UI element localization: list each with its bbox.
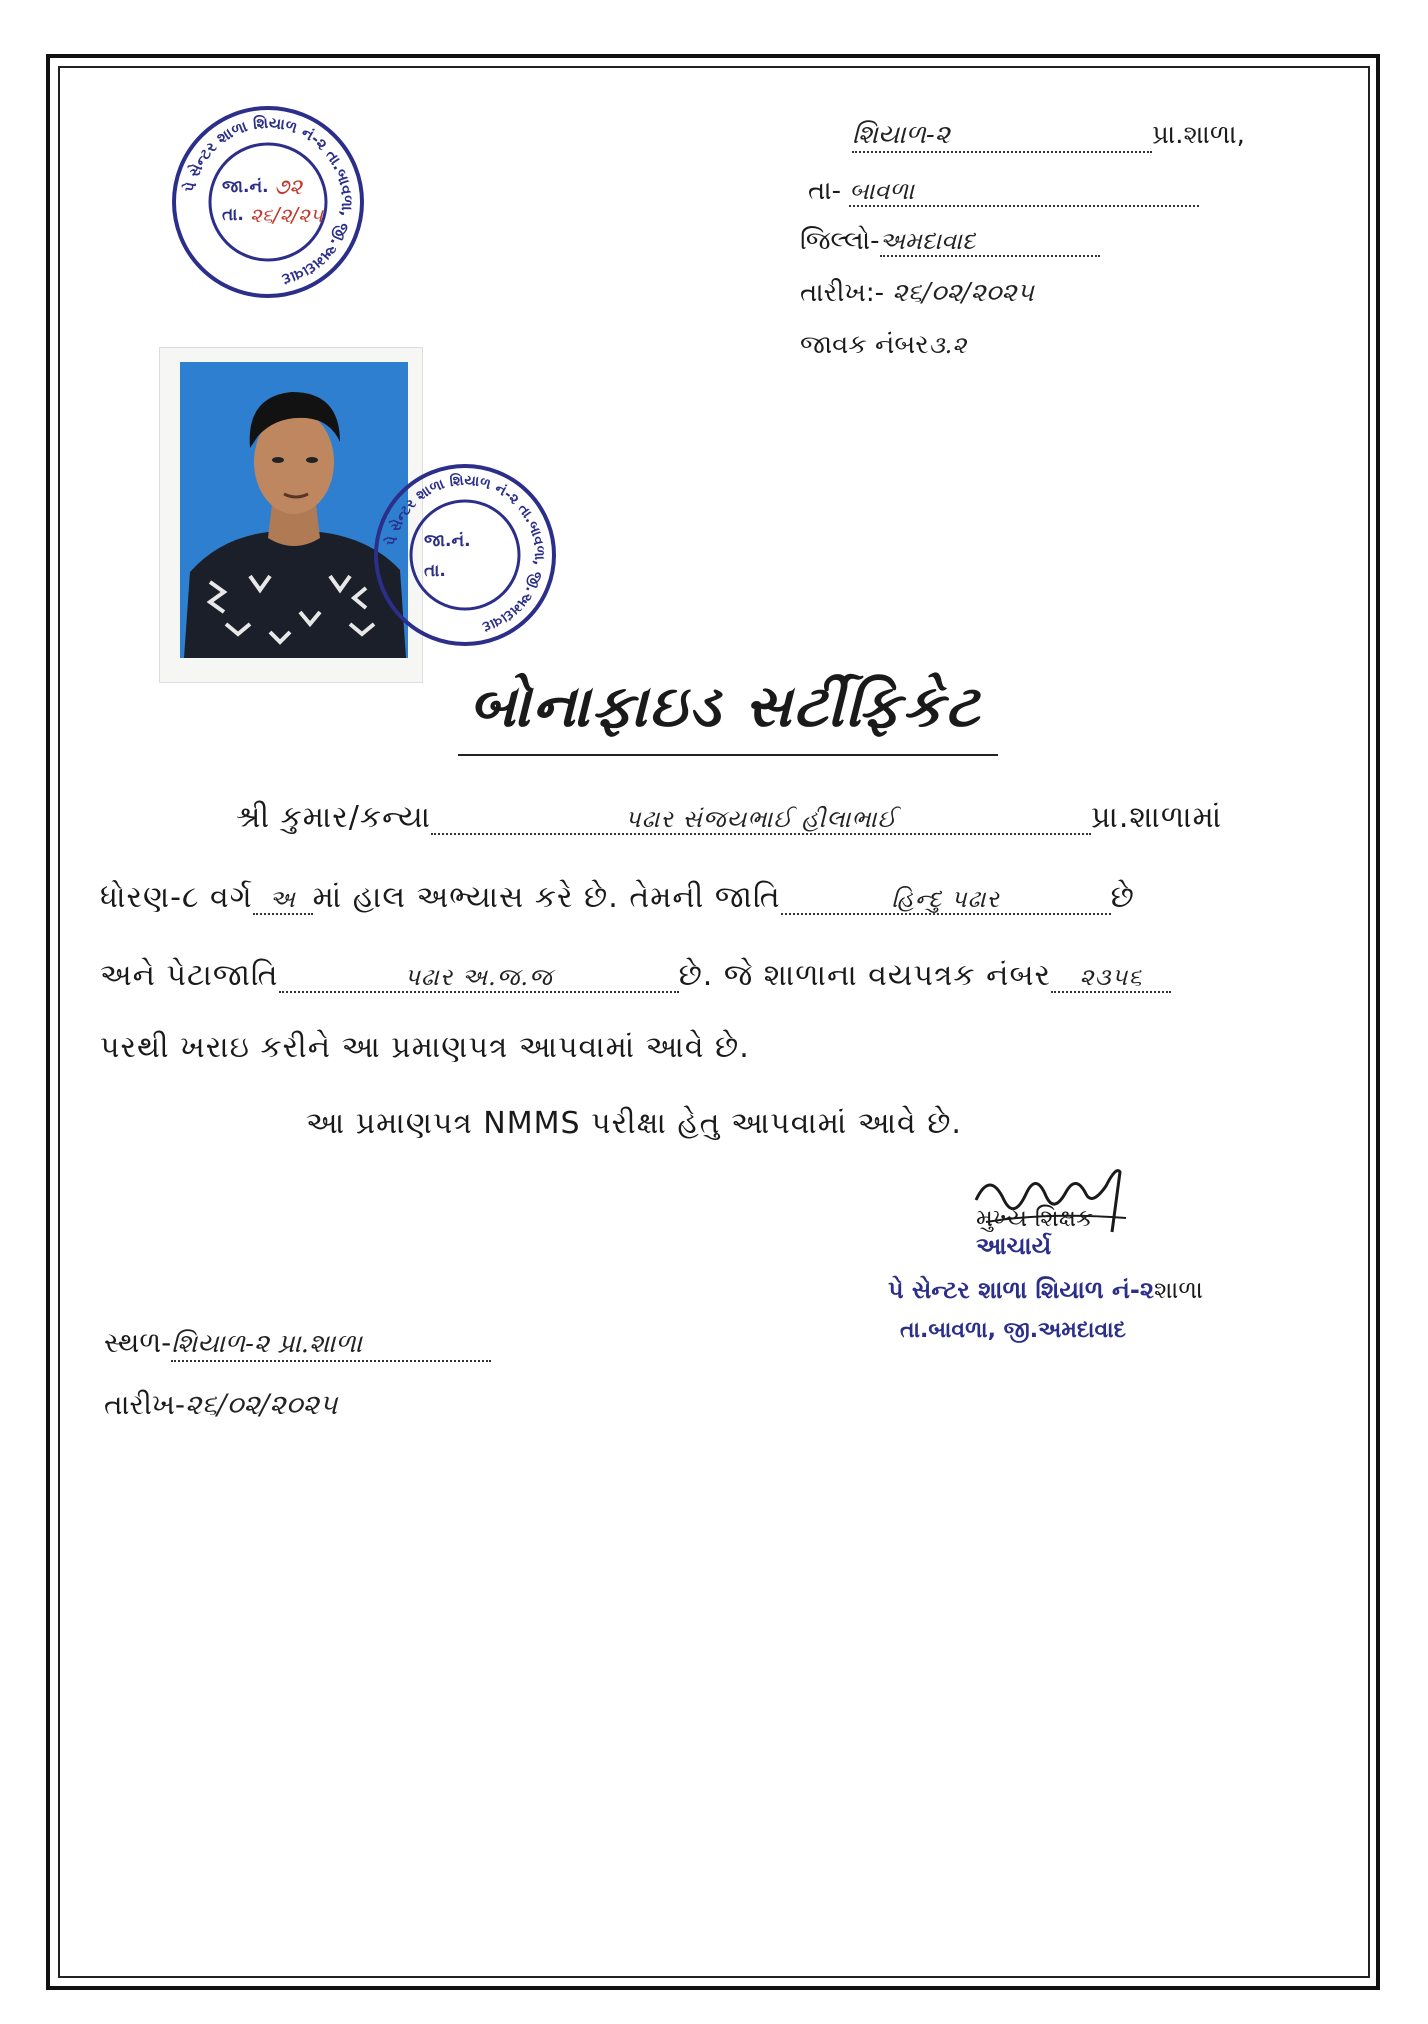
header-outward-label: જાવક નંબર: [800, 330, 929, 360]
svg-text:પે સેન્ટર શાળા શિયાળ નં-૨ તા.બ: [180, 114, 357, 289]
line1-suffix: પ્રા.શાળામાં: [1091, 800, 1223, 835]
header-date-value: ૨૬/૦૨/૨૦૨૫: [892, 278, 1034, 308]
header-district-line: [800, 226, 1100, 257]
school-stamp-photo: [372, 462, 558, 648]
line2-prefix: ધોરણ-૮ વર્ગ: [100, 880, 253, 915]
line3-prefix: અને પેટાજાતિ: [100, 958, 279, 993]
certificate-title: બોનાફાઇડ સર્ટીફિકેટ: [469, 672, 981, 740]
stamp-top-ring-text: પે સેન્ટર શાળા શિયાળ નં-૨ તા.બાવળા, જી.અમદાવાદ: [180, 113, 357, 289]
footer-date-label: તારીખ-: [104, 1388, 186, 1421]
signature-school-suffix: શાળા: [1153, 1276, 1203, 1304]
footer-place-value: શિયાળ-૨ પ્રા.શાળા: [171, 1329, 491, 1362]
header-school-name: શિયાળ-૨: [852, 120, 1152, 153]
footer-date-line: [104, 1388, 337, 1422]
footer-place-label: સ્થળ-: [104, 1326, 172, 1359]
stamp-photo-ring-text: પે સેન્ટર શાળા શિયાળ નં-૨ તા.બાવળા, જી.અમદાવાદ: [383, 472, 548, 635]
line2-mid: માં હાલ અભ્યાસ કરે છે. તેમની જાતિ: [312, 880, 781, 915]
register-value: ૨૩૫૬: [1051, 963, 1171, 993]
title-underline: [458, 754, 998, 756]
header-taluka-label: તા-: [808, 176, 841, 206]
header-taluka-line: [808, 176, 1199, 207]
stamp-top-jan-value: ૭૨: [274, 175, 303, 200]
signature-school-line: [888, 1276, 1203, 1304]
footer-place-line: [104, 1326, 491, 1362]
header-district-label: જિલ્લો-: [800, 226, 880, 256]
caste-value: હિન્દુ પઢાર: [781, 885, 1111, 915]
header-district-value: અમદાવાદ: [880, 227, 1100, 257]
signature-school-stamp: પે સેન્ટર શાળા શિયાળ નં-૨: [888, 1276, 1154, 1304]
body-line-1: [236, 800, 1222, 835]
header-school-line: [852, 120, 1245, 153]
subcaste-value: પઢાર અ.જ.જ: [279, 963, 679, 993]
header-school-suffix: પ્રા.શાળા,: [1152, 120, 1245, 150]
stamp-top-jan-label: જા.નં.: [222, 177, 269, 197]
stamp-photo-jan-label: જા.નં.: [424, 531, 471, 551]
line3-mid: છે. જે શાળાના વયપત્રક નંબર: [678, 958, 1052, 993]
line1-prefix: શ્રી કુમાર/કન્યા: [236, 800, 432, 835]
role-head: મુખ્ય શિક્ષક: [976, 1204, 1094, 1232]
stamp-photo-date-label: તા.: [424, 561, 446, 581]
school-stamp-top: [170, 104, 366, 300]
signature-address: તા.બાવળા, જી.અમદાવાદ: [900, 1318, 1126, 1343]
role-principal: આચાર્ય: [976, 1232, 1052, 1260]
student-name: પઢાર સંજયભાઈ હીલાભાઈ: [431, 805, 1091, 835]
header-date-line: [800, 278, 1034, 309]
stamp-top-date-label: તા.: [222, 205, 244, 225]
header-taluka-value: બાવળા: [849, 177, 1199, 207]
class-value: અ: [253, 885, 313, 915]
header-date-label: તારીખ:-: [800, 278, 884, 308]
footer-date-value: ૨૬/૦૨/૨૦૨૫: [185, 1388, 338, 1421]
body-line-2: [100, 880, 1135, 915]
line2-suffix: છે: [1110, 880, 1135, 915]
header-outward-value: ૩.૨: [928, 331, 967, 359]
body-line-4: પરથી ખરાઇ કરીને આ પ્રમાણપત્ર આપવામાં આવે છે.: [100, 1030, 750, 1065]
body-line-3: [100, 958, 1171, 993]
stamp-top-date-value: ૨૬/૨/૨૫: [250, 203, 324, 227]
header-outward-line: [800, 330, 966, 361]
body-line-5: આ પ્રમાણપત્ર NMMS પરીક્ષા હેતુ આપવામાં આવે છે.: [306, 1106, 962, 1141]
